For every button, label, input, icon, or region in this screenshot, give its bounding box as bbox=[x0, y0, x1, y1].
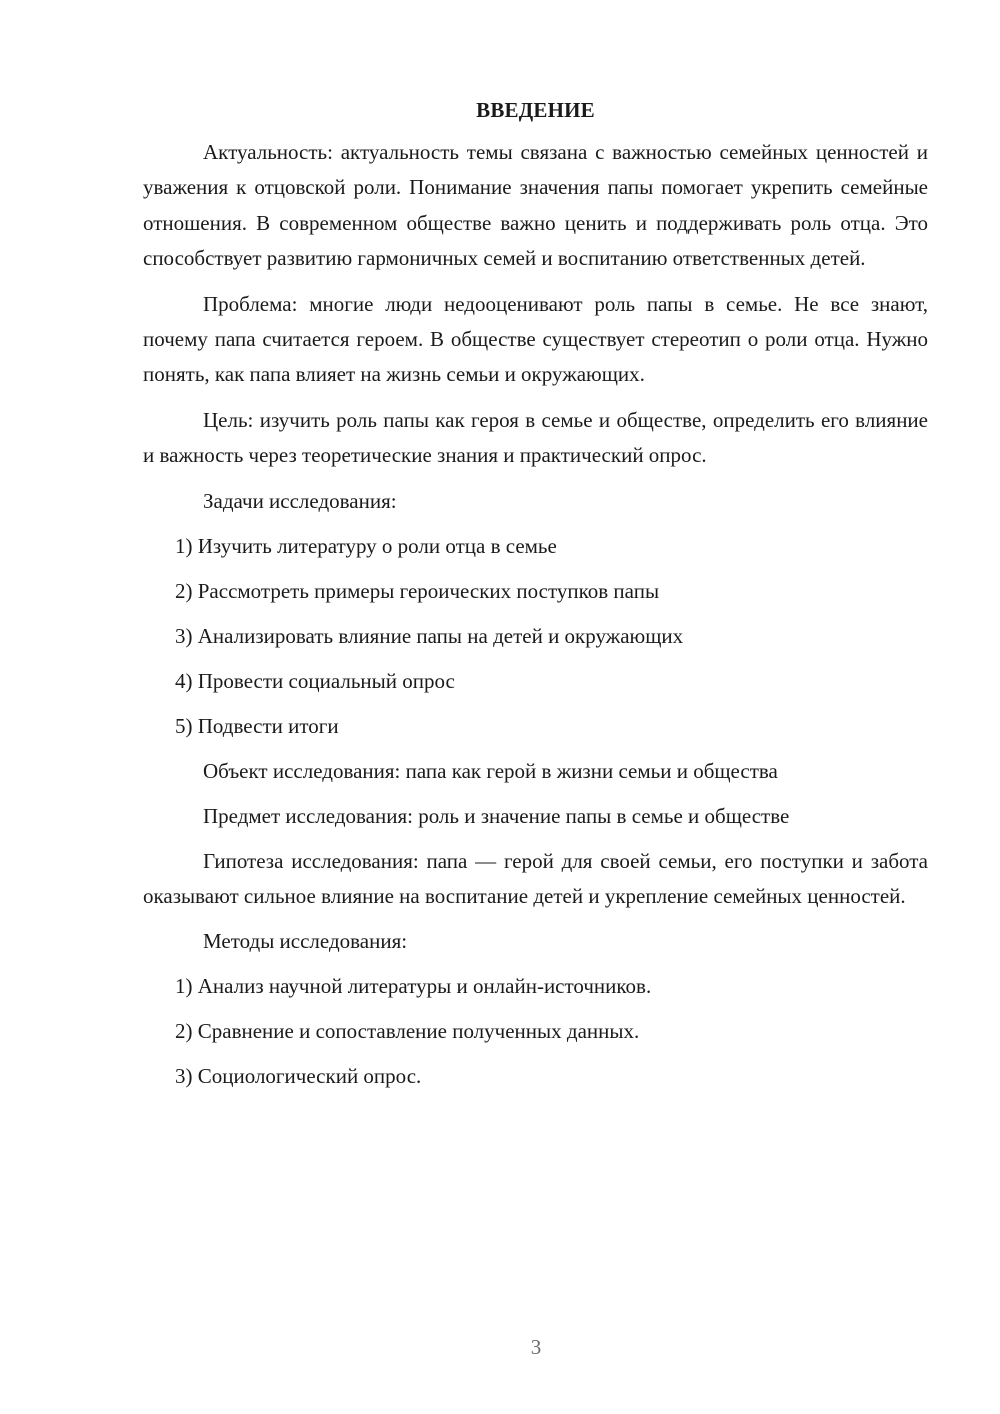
page-number: 3 bbox=[530, 1335, 542, 1359]
task-item: 3) Анализировать влияние папы на детей и окружающих bbox=[175, 623, 684, 648]
task-item: 5) Подвести итоги bbox=[175, 713, 339, 738]
task-item: 1) Изучить литературу о роли отца в семье bbox=[175, 533, 557, 558]
subject-line: Предмет исследования: роль и значение папы в семье и обществе bbox=[203, 803, 790, 828]
methods-heading: Методы исследования: bbox=[203, 929, 408, 954]
method-item: 2) Сравнение и сопоставление полученных данных. bbox=[175, 1019, 640, 1044]
method-item: 1) Анализ научной литературы и онлайн-источников. bbox=[175, 974, 652, 999]
object-line: Объект исследования: папа как герой в жизни семьи и общества bbox=[203, 758, 778, 783]
relevance-paragraph: Актуальность: актуальность темы связана с важностью семейных ценностей и уважения к отцовской роли. Понимание значения папы помогает укрепить семейные отношения. В современном обществе важно ценить и поддерживать роль отца. Это способствует развитию гармоничных семей и воспитанию ответственных детей. bbox=[143, 140, 928, 271]
task-item: 2) Рассмотреть примеры героических поступков папы bbox=[175, 578, 660, 603]
hypothesis-paragraph: Гипотеза исследования: папа — герой для своей семьи, его поступки и забота оказывают сильное влияние на воспитание детей и укрепление семейных ценностей. bbox=[143, 848, 928, 909]
page-title: ВВЕДЕНИЕ bbox=[476, 98, 595, 122]
method-item: 3) Социологический опрос. bbox=[175, 1064, 422, 1089]
task-item: 4) Провести социальный опрос bbox=[175, 668, 455, 693]
goal-paragraph: Цель: изучить роль папы как героя в семье и обществе, определить его влияние и важность через теоретические знания и практический опрос. bbox=[143, 407, 928, 468]
problem-paragraph: Проблема: многие люди недооценивают роль папы в семье. Не все знают, почему папа считается героем. В обществе существует стереотип о роли отца. Нужно понять, как папа влияет на жизнь семьи и окружающих. bbox=[143, 291, 928, 387]
tasks-heading: Задачи исследования: bbox=[203, 488, 397, 513]
document-page bbox=[143, 92, 928, 1104]
